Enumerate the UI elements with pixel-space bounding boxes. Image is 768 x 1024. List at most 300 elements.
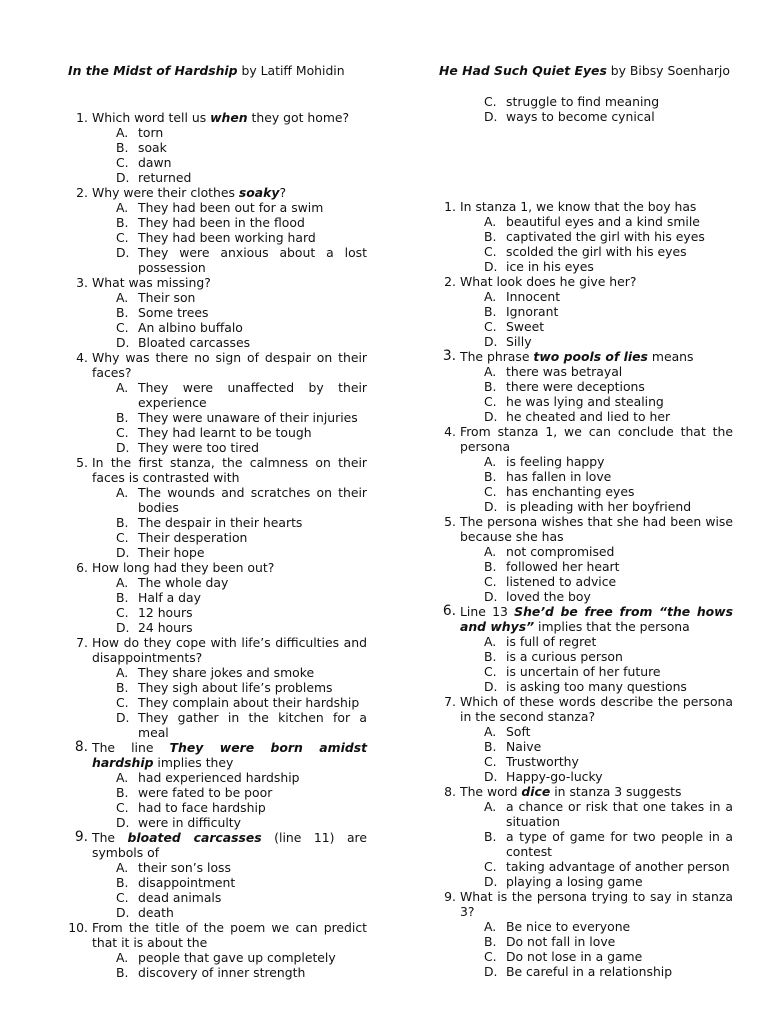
option-text: he was lying and stealing: [506, 394, 664, 409]
question-number: 9.: [74, 829, 88, 845]
option-letter: A.: [484, 919, 497, 934]
option-text: They were anxious about a lost possession: [138, 245, 367, 275]
option-text: The whole day: [138, 575, 229, 590]
option-letter: D.: [116, 815, 130, 830]
question-text: [460, 694, 733, 724]
option-letter: D.: [484, 109, 498, 124]
answer-option: [116, 530, 367, 545]
option-text: listened to advice: [506, 574, 617, 589]
option-letter: C.: [116, 800, 129, 815]
option-text: had to face hardship: [138, 800, 266, 815]
option-text: They were too tired: [138, 440, 260, 455]
option-letter: B.: [484, 739, 497, 754]
option-letter: D.: [116, 620, 130, 635]
option-text: a type of game for two people in a contest: [506, 829, 733, 859]
answer-option: [484, 754, 733, 769]
question-item: [68, 350, 367, 455]
question-text-fragment: in stanza 3 suggests: [550, 784, 682, 799]
question-list: [68, 110, 367, 980]
option-text: is feeling happy: [506, 454, 605, 469]
question-text: [92, 455, 367, 485]
option-text: Some trees: [138, 305, 209, 320]
answer-option: [484, 229, 733, 244]
question-text: [92, 110, 367, 125]
option-text: is asking too many questions: [506, 679, 687, 694]
option-text: Be nice to everyone: [506, 919, 631, 934]
answer-option: [484, 289, 733, 304]
question-list: [436, 199, 733, 979]
answer-option: [484, 574, 733, 589]
question-text-fragment: Line 13: [460, 604, 515, 619]
option-letter: D.: [116, 545, 130, 560]
answer-options: [116, 125, 367, 185]
option-text: Their desperation: [138, 530, 248, 545]
answer-option: [116, 875, 367, 890]
option-letter: C.: [116, 605, 129, 620]
option-text: there was betrayal: [506, 364, 623, 379]
question-item: [68, 110, 367, 185]
option-letter: B.: [116, 140, 129, 155]
option-text: playing a losing game: [506, 874, 643, 889]
option-letter: A.: [116, 200, 129, 215]
answer-option: [116, 785, 367, 800]
answer-option: [484, 319, 733, 334]
question-item: [68, 830, 367, 920]
option-text: is uncertain of her future: [506, 664, 661, 679]
answer-option: [484, 394, 733, 409]
poem-author: by Bibsy Soenharjo: [610, 63, 730, 78]
option-letter: C.: [484, 484, 497, 499]
question-text-fragment: What look does he give her?: [460, 274, 637, 289]
question-text-fragment: What was missing?: [92, 275, 211, 290]
answer-option: [116, 575, 367, 590]
option-text: loved the boy: [506, 589, 591, 604]
question-text: [460, 424, 733, 454]
answer-option: [116, 485, 367, 515]
option-letter: C.: [484, 94, 497, 109]
option-letter: A.: [116, 290, 129, 305]
poem-author: by Latiff Mohidin: [241, 63, 345, 78]
option-text: not compromised: [506, 544, 615, 559]
option-text: is pleading with her boyfriend: [506, 499, 692, 514]
question-text-fragment: ?: [279, 185, 287, 200]
option-text: were fated to be poor: [138, 785, 273, 800]
question-item: [436, 274, 733, 349]
answer-option: [484, 334, 733, 349]
option-text: The wounds and scratches on their bodies: [138, 485, 367, 515]
question-text-fragment: What is the persona trying to say in stanza 3?: [460, 889, 733, 919]
answer-option: [484, 949, 733, 964]
option-text: followed her heart: [506, 559, 620, 574]
answer-option: [116, 680, 367, 695]
answer-option: [116, 200, 367, 215]
question-text: [460, 889, 733, 919]
answer-option: [116, 245, 367, 275]
question-number: 5.: [444, 514, 456, 529]
answer-option: [484, 259, 733, 274]
question-item: [436, 199, 733, 274]
option-text: soak: [138, 140, 167, 155]
emphasized-phrase: She’d be free from “the hows and whys”: [460, 604, 733, 634]
option-text: Do not fall in love: [506, 934, 616, 949]
option-text: torn: [138, 125, 164, 140]
question-item: [68, 560, 367, 635]
option-letter: D.: [484, 499, 498, 514]
option-letter: C.: [484, 319, 497, 334]
question-text: [92, 920, 367, 950]
answer-option: [484, 484, 733, 499]
option-text: Naive: [506, 739, 542, 754]
question-number: 1.: [444, 199, 456, 214]
emphasized-phrase: They were born amidst hardship: [92, 740, 367, 770]
answer-options: [116, 665, 367, 740]
option-letter: D.: [484, 769, 498, 784]
question-number: 3.: [76, 275, 88, 290]
question-item: [436, 889, 733, 979]
option-letter: B.: [116, 590, 129, 605]
option-text: Ignorant: [506, 304, 559, 319]
answer-option: [116, 620, 367, 635]
option-letter: D.: [116, 170, 130, 185]
question-text: [460, 514, 733, 544]
answer-option: [116, 155, 367, 170]
option-text: ways to become cynical: [506, 109, 655, 124]
option-letter: B.: [116, 785, 129, 800]
option-letter: B.: [116, 515, 129, 530]
option-letter: D.: [116, 245, 130, 260]
question-number: 8.: [74, 739, 88, 755]
option-letter: A.: [116, 575, 129, 590]
question-text: [92, 350, 367, 380]
question-text-fragment: From the title of the poem we can predict that it is about the: [92, 920, 367, 950]
option-text: a chance or risk that one takes in a situation: [506, 799, 733, 829]
answer-option: [116, 230, 367, 245]
question-item: [436, 514, 733, 604]
answer-options: [484, 454, 733, 514]
question-text: [92, 635, 367, 665]
question-number: 10.: [68, 920, 88, 935]
option-text: They had been working hard: [138, 230, 316, 245]
question-text-fragment: From stanza 1, we can conclude that the persona: [460, 424, 733, 454]
option-letter: C.: [116, 320, 129, 335]
question-text-fragment: The phrase: [460, 349, 534, 364]
answer-option: [116, 290, 367, 305]
option-letter: A.: [484, 634, 497, 649]
question-text-fragment: In stanza 1, we know that the boy has: [460, 199, 697, 214]
answer-option: [484, 739, 733, 754]
option-text: Innocent: [506, 289, 561, 304]
option-text: were in difficulty: [138, 815, 241, 830]
question-text: [460, 784, 733, 799]
option-letter: D.: [484, 874, 498, 889]
question-item: [68, 740, 367, 830]
emphasized-phrase: when: [210, 110, 248, 125]
answer-options: [484, 289, 733, 349]
emphasized-phrase: dice: [521, 784, 551, 799]
question-text: [92, 830, 367, 860]
answer-option: [484, 724, 733, 739]
answer-option: [484, 589, 733, 604]
answer-option: [484, 829, 733, 859]
option-text: had experienced hardship: [138, 770, 300, 785]
answer-options: [116, 860, 367, 920]
option-text: returned: [138, 170, 192, 185]
question-item: [68, 920, 367, 980]
answer-option: [484, 919, 733, 934]
answer-option: [116, 890, 367, 905]
option-letter: C.: [116, 155, 129, 170]
option-text: taking advantage of another person: [506, 859, 730, 874]
question-item: [436, 604, 733, 694]
question-number: 2.: [76, 185, 88, 200]
answer-option: [116, 425, 367, 440]
option-letter: B.: [116, 965, 129, 980]
answer-option: [116, 965, 367, 980]
option-letter: B.: [116, 215, 129, 230]
question-text-fragment: The: [92, 830, 128, 845]
answer-option: [484, 874, 733, 889]
poem-name: In the Midst of Hardship: [68, 63, 238, 78]
option-text: ice in his eyes: [506, 259, 594, 274]
option-text: Sweet: [506, 319, 545, 334]
option-letter: B.: [484, 469, 497, 484]
answer-option: [484, 469, 733, 484]
option-text: there were deceptions: [506, 379, 645, 394]
option-text: dawn: [138, 155, 172, 170]
option-text: They had been out for a swim: [138, 200, 324, 215]
option-text: They had learnt to be tough: [138, 425, 312, 440]
question-text: [460, 604, 733, 634]
option-letter: C.: [484, 859, 497, 874]
answer-option: [116, 605, 367, 620]
answer-option: [116, 545, 367, 560]
option-letter: D.: [484, 409, 498, 424]
question-number: 7.: [76, 635, 88, 650]
answer-option: [484, 859, 733, 874]
option-text: Be careful in a relationship: [506, 964, 673, 979]
answer-options: [116, 200, 367, 275]
option-text: Half a day: [138, 590, 201, 605]
option-letter: A.: [116, 860, 129, 875]
emphasized-phrase: soaky: [238, 185, 280, 200]
question-number: 5.: [76, 455, 88, 470]
answer-options: [484, 634, 733, 694]
question-number: 4.: [76, 350, 88, 365]
answer-option: [116, 320, 367, 335]
option-text: has fallen in love: [506, 469, 612, 484]
option-letter: A.: [116, 380, 129, 395]
answer-option: [484, 304, 733, 319]
option-letter: A.: [484, 544, 497, 559]
emphasized-phrase: bloated carcasses: [127, 830, 262, 845]
question-item: [68, 185, 367, 275]
option-text: 12 hours: [138, 605, 193, 620]
option-text: Happy-go-lucky: [506, 769, 603, 784]
poem-name: He Had Such Quiet Eyes: [439, 63, 607, 78]
option-letter: D.: [484, 589, 498, 604]
question-item: [436, 784, 733, 889]
answer-option: [484, 769, 733, 784]
option-text: Bloated carcasses: [138, 335, 251, 350]
option-text: The despair in their hearts: [138, 515, 303, 530]
question-text: [460, 274, 733, 289]
question-text-fragment: How do they cope with life’s difficulties and disappointments?: [92, 635, 367, 665]
option-letter: C.: [484, 574, 497, 589]
option-text: dead animals: [138, 890, 222, 905]
option-letter: D.: [116, 710, 130, 725]
option-text: beautiful eyes and a kind smile: [506, 214, 700, 229]
option-letter: B.: [484, 649, 497, 664]
question-item: [436, 694, 733, 784]
question-text-fragment: Why were their clothes: [92, 185, 239, 200]
answer-option: [484, 364, 733, 379]
question-text: [460, 199, 733, 214]
option-letter: C.: [484, 244, 497, 259]
option-letter: B.: [484, 829, 497, 844]
answer-options: [116, 770, 367, 830]
option-text: They sigh about life’s problems: [138, 680, 333, 695]
option-letter: D.: [484, 679, 498, 694]
option-letter: C.: [116, 890, 129, 905]
answer-option: [484, 94, 734, 109]
option-text: death: [138, 905, 174, 920]
option-letter: B.: [484, 934, 497, 949]
option-letter: A.: [116, 125, 129, 140]
option-text: An albino buffalo: [138, 320, 243, 335]
answer-option: [484, 799, 733, 829]
question-text-fragment: Which of these words describe the persona in the second stanza?: [460, 694, 733, 724]
answer-option: [484, 244, 733, 259]
answer-options: [484, 544, 733, 604]
option-text: scolded the girl with his eyes: [506, 244, 687, 259]
option-text: is full of regret: [506, 634, 597, 649]
option-letter: C.: [116, 425, 129, 440]
answer-options: [116, 575, 367, 635]
option-letter: B.: [116, 680, 129, 695]
answer-options: [116, 380, 367, 455]
option-text: their son’s loss: [138, 860, 231, 875]
answer-option: [484, 664, 733, 679]
answer-option: [116, 440, 367, 455]
answer-option: [116, 590, 367, 605]
option-letter: D.: [484, 334, 498, 349]
option-letter: C.: [484, 949, 497, 964]
question-text: [92, 560, 367, 575]
question-text-fragment: In the first stanza, the calmness on their faces is contrasted with: [92, 455, 367, 485]
answer-option: [484, 634, 733, 649]
option-text: disappointment: [138, 875, 236, 890]
question-number: 6.: [442, 603, 456, 619]
option-text: Silly: [506, 334, 532, 349]
question-item: [436, 424, 733, 514]
answer-option: [116, 770, 367, 785]
question-text-fragment: Which word tell us: [92, 110, 211, 125]
option-letter: A.: [484, 799, 497, 814]
answer-option: [116, 800, 367, 815]
option-text: They were unaware of their injuries: [138, 410, 358, 425]
answer-option: [116, 710, 367, 740]
question-number: 3.: [442, 348, 456, 364]
question-number: 4.: [444, 424, 456, 439]
option-letter: D.: [484, 964, 498, 979]
option-letter: C.: [116, 695, 129, 710]
option-letter: B.: [116, 875, 129, 890]
answer-option: [484, 109, 734, 124]
question-text-fragment: implies that the persona: [534, 619, 690, 634]
answer-option: [116, 860, 367, 875]
question-number: 1.: [76, 110, 88, 125]
answer-options: [484, 214, 733, 274]
question-number: 7.: [444, 694, 456, 709]
answer-option: [116, 305, 367, 320]
answer-option: [484, 649, 733, 664]
option-text: captivated the girl with his eyes: [506, 229, 705, 244]
option-letter: D.: [116, 905, 130, 920]
option-letter: B.: [484, 379, 497, 394]
option-text: They share jokes and smoke: [138, 665, 315, 680]
answer-option: [116, 215, 367, 230]
answer-option: [116, 515, 367, 530]
option-letter: A.: [484, 454, 497, 469]
option-text: They gather in the kitchen for a meal: [138, 710, 367, 740]
option-letter: B.: [116, 305, 129, 320]
option-letter: A.: [484, 289, 497, 304]
option-letter: D.: [484, 259, 498, 274]
option-letter: B.: [116, 410, 129, 425]
question-text-fragment: (line 11) are symbols of: [92, 830, 367, 860]
option-letter: A.: [116, 665, 129, 680]
answer-options: [116, 485, 367, 560]
question-item: [68, 455, 367, 560]
answer-option: [484, 544, 733, 559]
option-letter: B.: [484, 229, 497, 244]
question-number: 6.: [76, 560, 88, 575]
emphasized-phrase: two pools of lies: [533, 349, 648, 364]
option-letter: A.: [484, 724, 497, 739]
option-text: Their son: [138, 290, 196, 305]
answer-option: [484, 214, 733, 229]
answer-option: [484, 679, 733, 694]
answer-option: [116, 125, 367, 140]
question-text: [92, 740, 367, 770]
answer-option: [116, 695, 367, 710]
answer-options: [484, 364, 733, 424]
question-text-fragment: means: [647, 349, 694, 364]
option-letter: D.: [116, 440, 130, 455]
poem-title-in-the-midst-of-hardship: [68, 63, 345, 78]
option-letter: C.: [116, 230, 129, 245]
answer-option: [484, 964, 733, 979]
option-text: Trustworthy: [506, 754, 579, 769]
answer-options: [116, 290, 367, 350]
option-text: discovery of inner strength: [138, 965, 306, 980]
option-text: he cheated and lied to her: [506, 409, 671, 424]
option-letter: A.: [484, 214, 497, 229]
answer-options: [484, 919, 733, 979]
answer-option: [484, 934, 733, 949]
option-text: 24 hours: [138, 620, 193, 635]
option-letter: B.: [484, 559, 497, 574]
question-text-fragment: The line: [92, 740, 170, 755]
question-number: 2.: [444, 274, 456, 289]
option-text: They had been in the flood: [138, 215, 305, 230]
option-letter: A.: [116, 950, 129, 965]
answer-option: [484, 379, 733, 394]
option-letter: C.: [484, 754, 497, 769]
question-text-fragment: they got home?: [247, 110, 350, 125]
question-number: 9.: [444, 889, 456, 904]
answer-option: [116, 140, 367, 155]
